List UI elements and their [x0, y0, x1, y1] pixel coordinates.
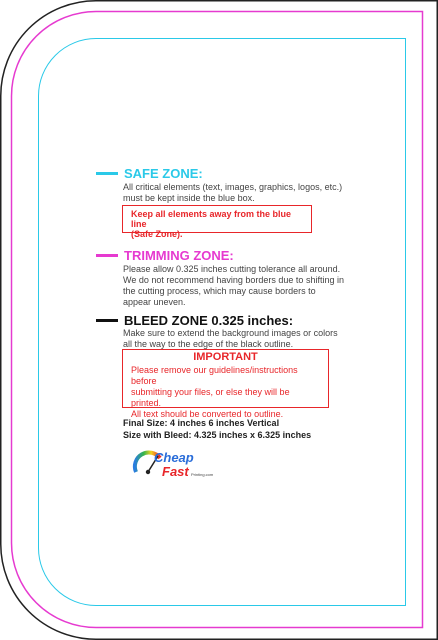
safe-zone-text-line: must be kept inside the blue box. [123, 193, 255, 203]
trimming-zone-description [123, 264, 363, 308]
trimming-zone-text-line: appear uneven. [123, 297, 186, 307]
important-title: IMPORTANT [193, 351, 258, 363]
final-size-text: Final Size: 4 inches 6 inches Vertical [123, 418, 280, 428]
safe-zone-title: SAFE ZONE: [124, 166, 203, 181]
important-text-line: Please remove our guidelines/instructions before [131, 365, 298, 386]
bleed-zone-line-marker [96, 319, 118, 322]
important-notice-box [122, 349, 329, 419]
trimming-zone-title: TRIMMING ZONE: [124, 248, 234, 263]
important-text-line: submitting your files, or else they will be printed. [131, 387, 290, 408]
logo-word-cheap: Cheap [154, 450, 194, 465]
bleed-size-text: Size with Bleed: 4.325 inches x 6.325 inches [123, 430, 312, 440]
size-info [123, 417, 311, 441]
safe-zone-note-box [122, 205, 312, 239]
important-text-line: All text should be converted to outline. [131, 409, 284, 419]
logo-word-fast: Fast [162, 464, 189, 479]
cheap-fast-printing-logo [130, 442, 240, 482]
safe-zone-heading [96, 166, 203, 181]
bleed-zone-description [123, 328, 358, 350]
safe-zone-line-marker [96, 172, 118, 175]
trimming-zone-text-line: Please allow 0.325 inches cutting tolerance all around. [123, 264, 341, 274]
trimming-zone-heading [96, 248, 234, 263]
safe-zone-note-line: (Safe Zone). [131, 229, 183, 239]
safe-zone-note-line: Keep all elements away from the blue line [131, 209, 292, 229]
safe-zone-text-line: All critical elements (text, images, graphics, logos, etc.) [123, 182, 343, 192]
bleed-zone-title: BLEED ZONE 0.325 inches: [124, 313, 294, 328]
trimming-zone-line-marker [96, 254, 118, 257]
bleed-zone-text-line: Make sure to extend the background images or colors [123, 328, 338, 338]
logo-word-printing: Printing.com [191, 472, 214, 477]
trimming-zone-text-line: the cutting process, which may cause borders to [123, 286, 316, 296]
bleed-zone-text-line: all the way to the edge of the black outline. [123, 339, 294, 349]
safe-zone-description [123, 182, 358, 204]
bleed-zone-heading [96, 313, 293, 328]
trimming-zone-text-line: We do not recommend having borders due to shifting in [123, 275, 344, 285]
